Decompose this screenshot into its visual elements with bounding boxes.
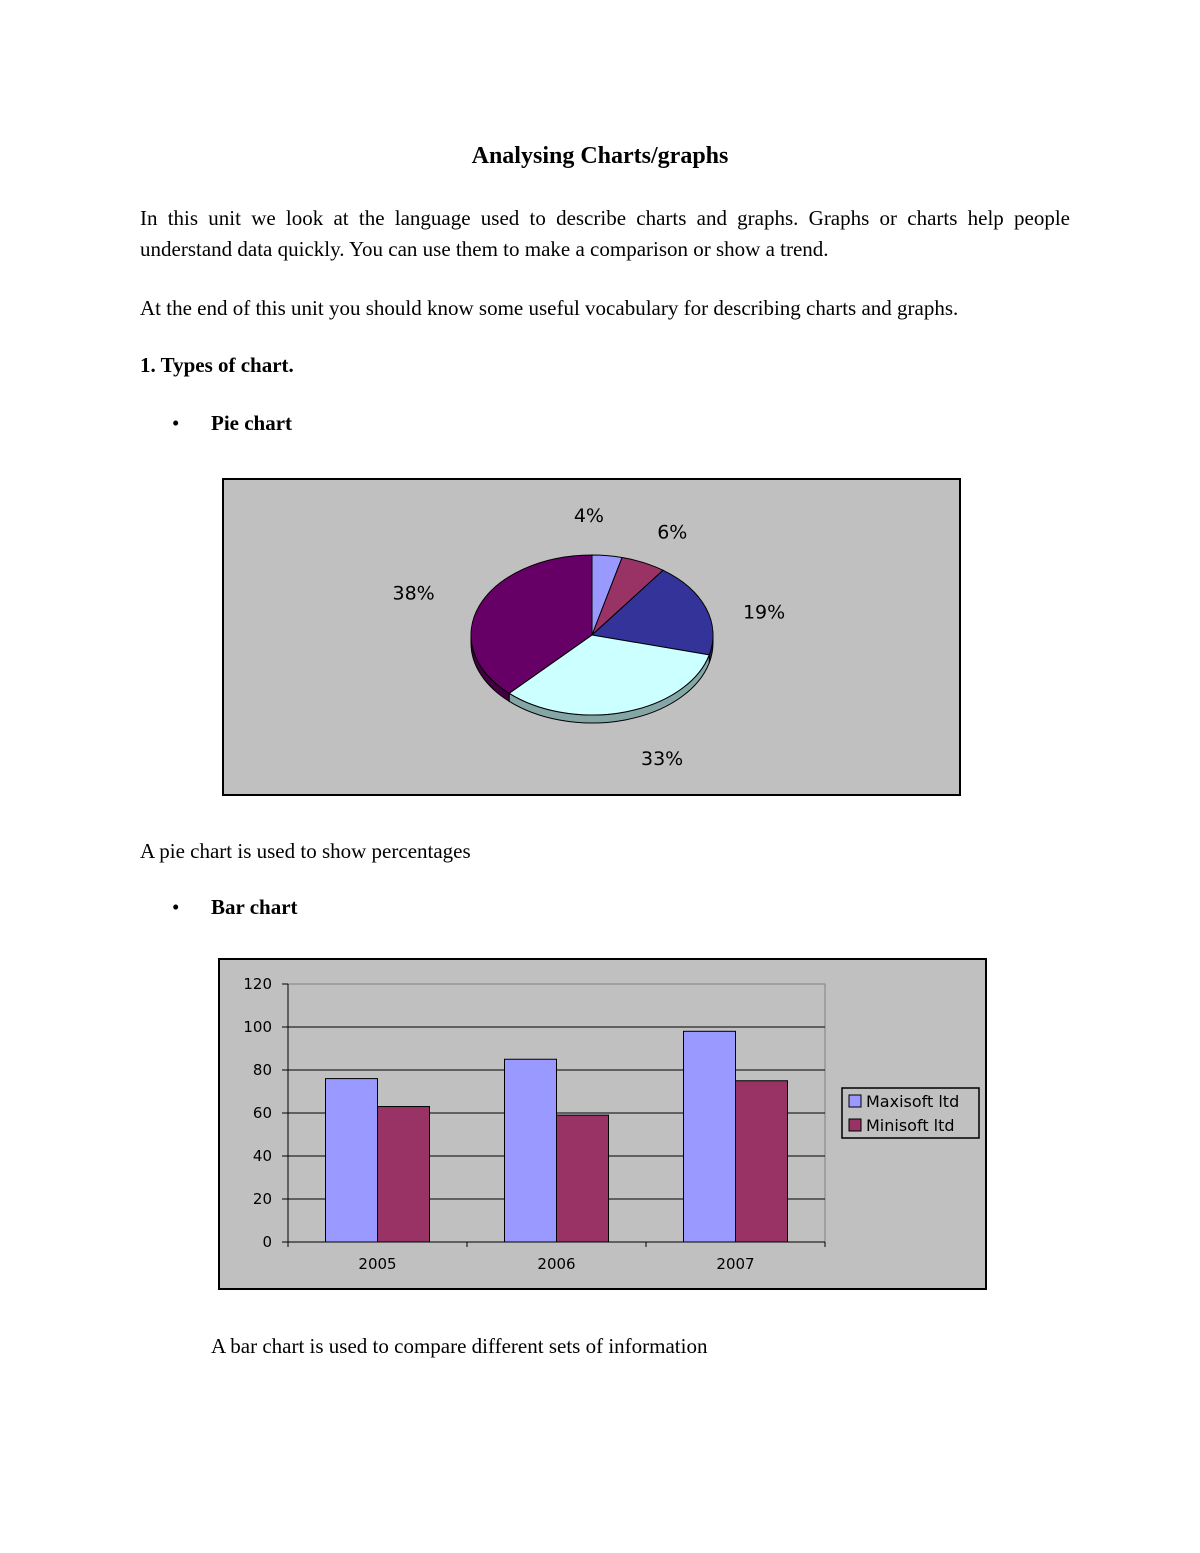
y-tick-label: 80 bbox=[252, 1061, 272, 1079]
x-tick-label: 2006 bbox=[537, 1255, 576, 1273]
outcome-paragraph: At the end of this unit you should know some useful vocabulary for describing charts and graphs. bbox=[140, 296, 959, 320]
legend-label: Minisoft ltd bbox=[866, 1116, 955, 1135]
y-tick-label: 100 bbox=[243, 1018, 272, 1036]
intro-paragraph: In this unit we look at the language used to describe charts and graphs. Graphs or charts help people understand data quickly. You can use them to make a comparison or show a trend. bbox=[140, 206, 1070, 261]
page-title: Analysing Charts/graphs bbox=[471, 143, 729, 169]
pie-data-label: 38% bbox=[392, 582, 435, 605]
bar-chart-caption: A bar chart is used to compare different sets of information bbox=[211, 1334, 708, 1358]
y-tick-label: 60 bbox=[252, 1104, 272, 1122]
bar bbox=[378, 1107, 430, 1242]
pie-chart bbox=[222, 478, 962, 797]
bar bbox=[736, 1081, 788, 1242]
pie-chart-caption: A pie chart is used to show percentages bbox=[140, 839, 471, 863]
y-tick-label: 20 bbox=[252, 1190, 272, 1208]
legend-swatch bbox=[849, 1119, 861, 1131]
bar bbox=[505, 1059, 557, 1242]
x-tick-label: 2005 bbox=[358, 1255, 397, 1273]
bar bbox=[557, 1115, 609, 1242]
legend-swatch bbox=[849, 1095, 861, 1107]
y-tick-label: 40 bbox=[252, 1147, 272, 1165]
y-tick-label: 0 bbox=[262, 1233, 272, 1251]
pie-data-label: 4% bbox=[573, 504, 605, 527]
pie-chart-bullet-label: Pie chart bbox=[211, 411, 293, 435]
x-tick-label: 2007 bbox=[716, 1255, 755, 1273]
bullet-icon: • bbox=[172, 895, 180, 919]
section-heading: 1. Types of chart. bbox=[140, 353, 294, 377]
y-tick-label: 120 bbox=[243, 975, 272, 993]
bar-chart-bullet-label: Bar chart bbox=[211, 895, 298, 919]
bar bbox=[684, 1031, 736, 1242]
pie-data-label: 33% bbox=[641, 747, 684, 770]
legend-label: Maxisoft ltd bbox=[866, 1092, 960, 1111]
bar bbox=[326, 1079, 378, 1242]
bullet-icon: • bbox=[172, 411, 180, 435]
pie-data-label: 6% bbox=[657, 521, 688, 544]
bar-chart bbox=[218, 958, 988, 1291]
pie-data-label: 19% bbox=[742, 601, 786, 624]
